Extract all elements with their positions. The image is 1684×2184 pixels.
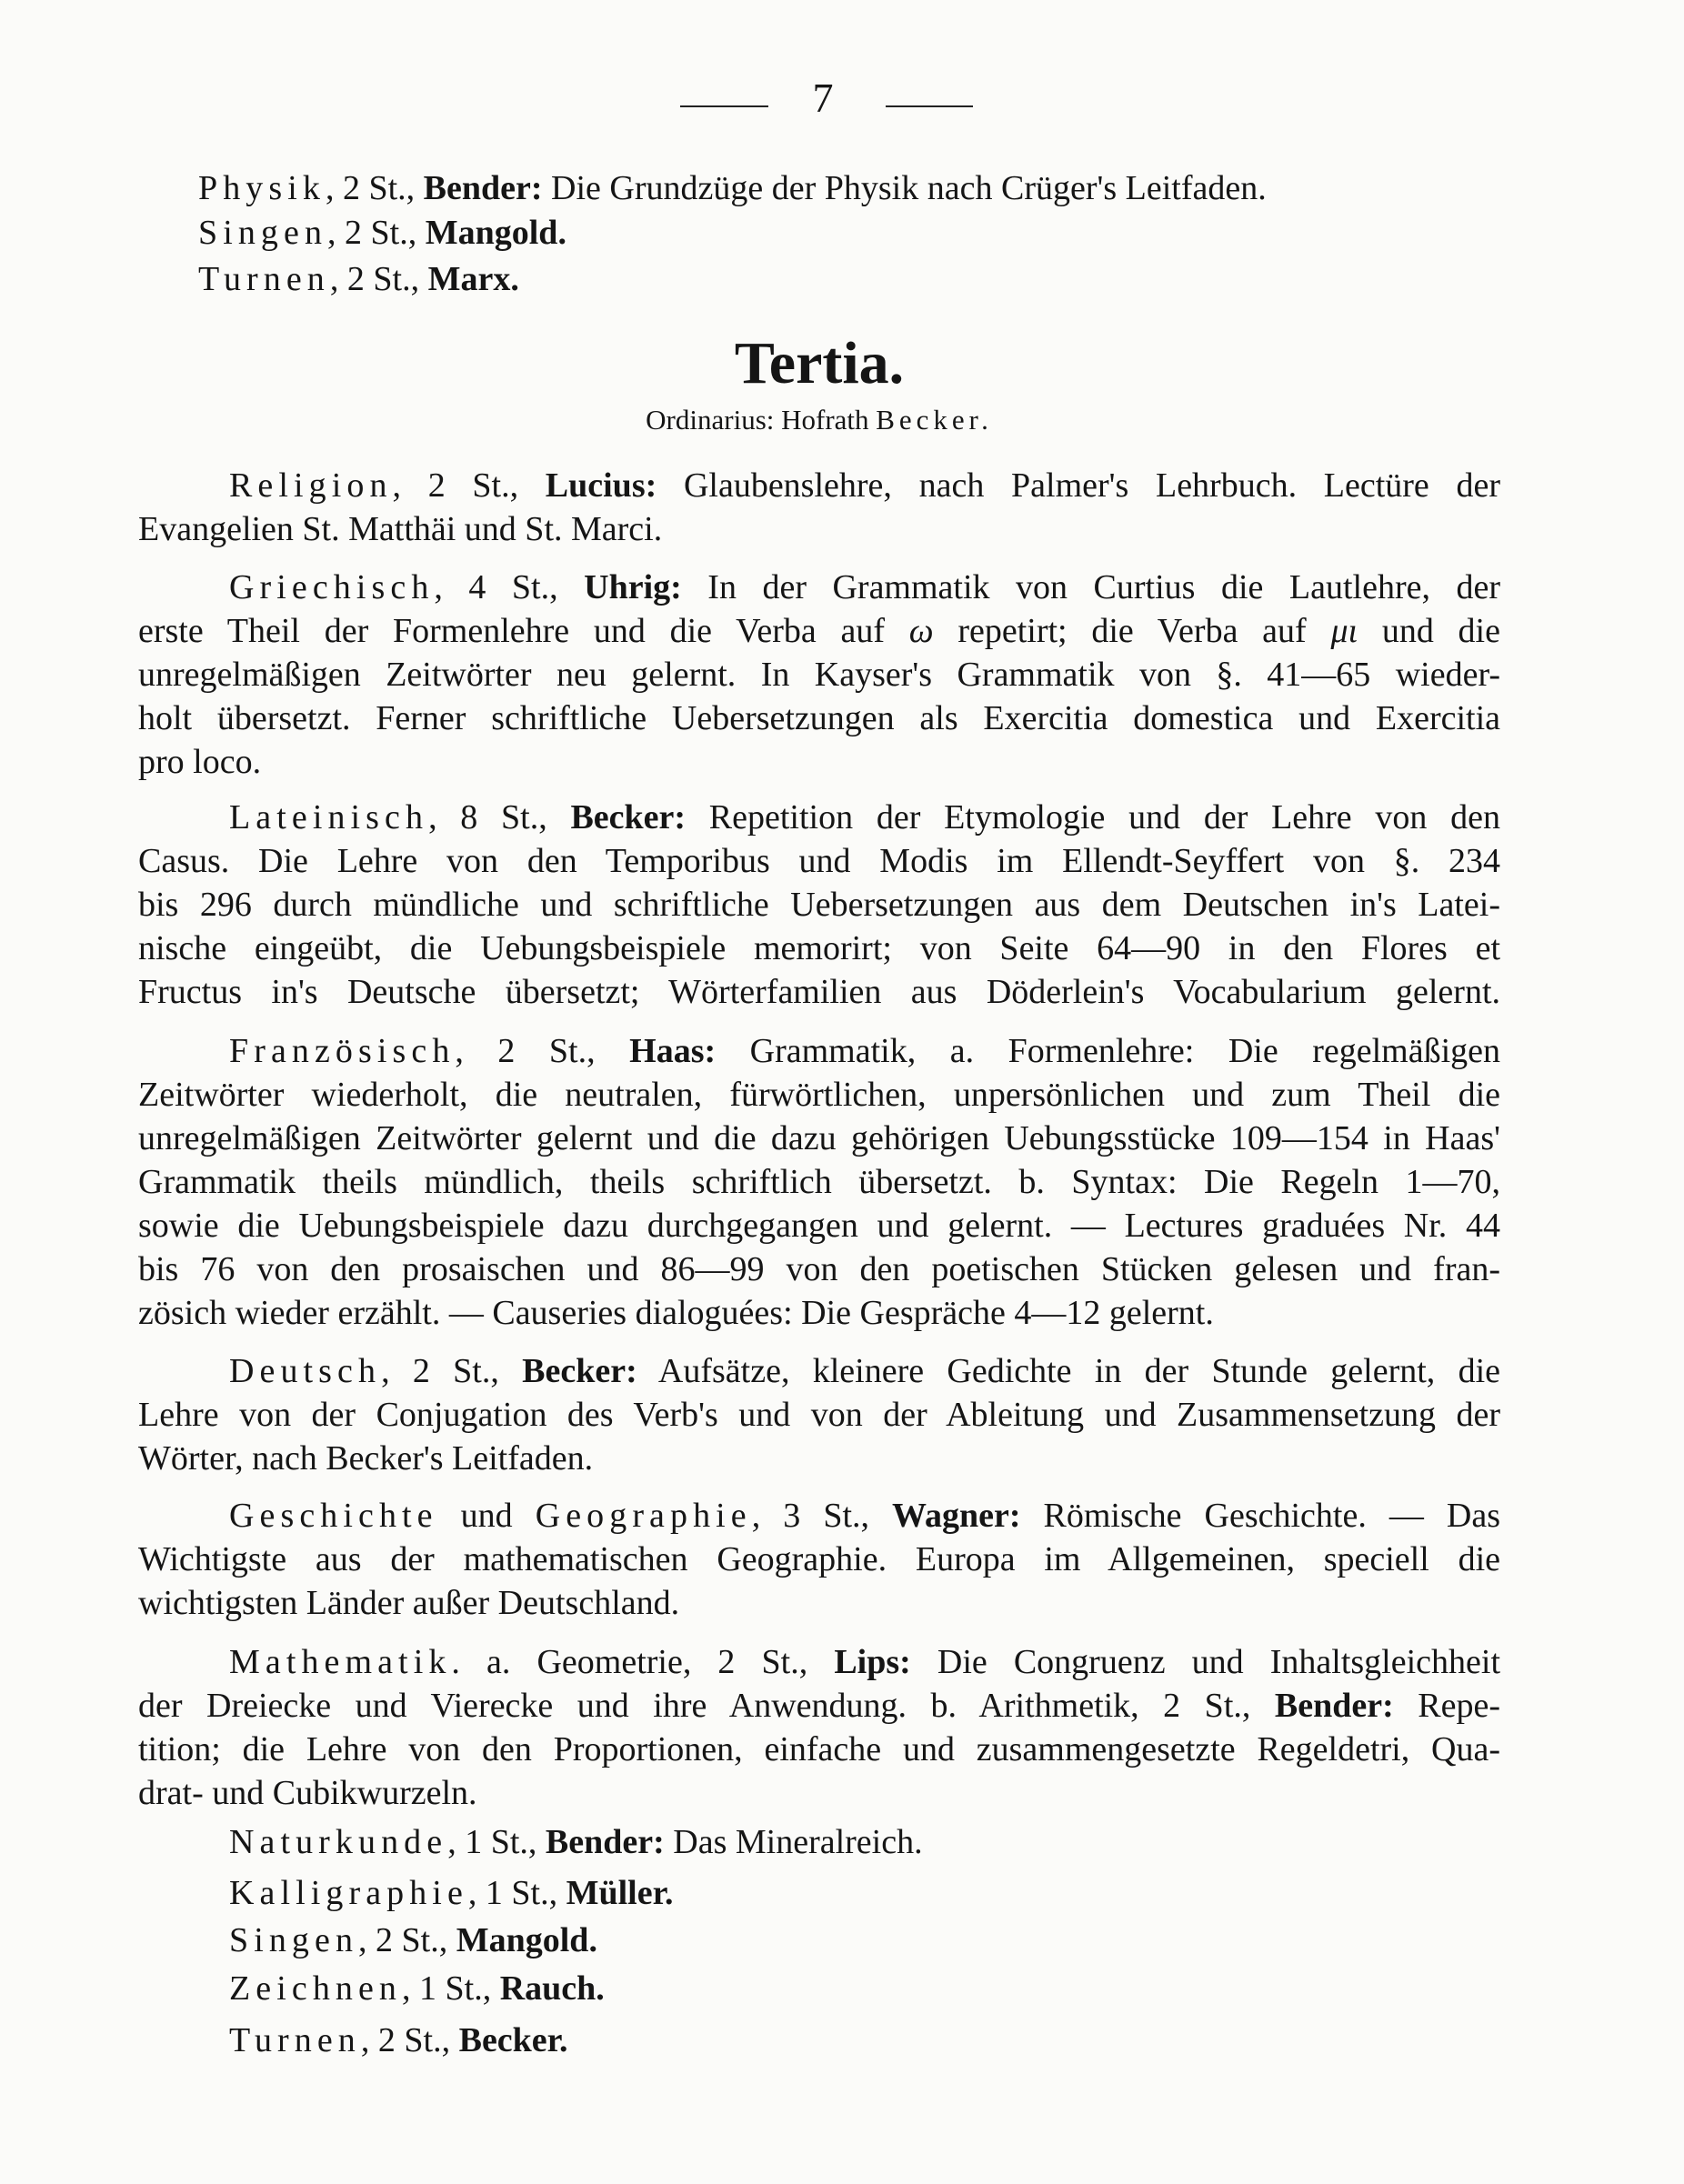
hours: , 2 St., xyxy=(325,169,424,207)
paragraph-franzoesisch xyxy=(138,1029,1500,1335)
text: repetirt; die Verba auf xyxy=(933,612,1331,650)
hours: , 1 St., xyxy=(402,1969,500,2008)
latin-text: a. xyxy=(486,1643,511,1681)
text: der Dreiecke und Vierecke und ihre Anwendung. xyxy=(138,1687,931,1725)
text: Das Mineralreich. xyxy=(664,1823,923,1861)
text: drat- und Cubikwurzeln. xyxy=(138,1774,477,1812)
paragraph-naturkunde xyxy=(138,1820,1500,1864)
paragraph-zeichnen xyxy=(138,1967,1500,2010)
entry-turnen xyxy=(138,257,1500,301)
text-line xyxy=(138,166,1500,210)
paragraph-griechisch xyxy=(138,566,1500,784)
hours: Geometrie, 2 St., xyxy=(510,1643,835,1681)
text-line xyxy=(138,927,1500,970)
text: unregelmäßigen Zeitwörter gelernt und die dazu gehörigen Uebungsstücke 109—154 in Haas' xyxy=(138,1119,1500,1157)
text-line xyxy=(138,1029,1500,1073)
text-line xyxy=(138,1393,1500,1437)
text: Lehre von der Conjugation des Verb's und von der Ableitung und Zusammensetzung der xyxy=(138,1396,1500,1434)
hours: , 2 St., xyxy=(381,1352,523,1390)
teacher-name: Becker. xyxy=(458,2021,568,2059)
subject-name: Geschichte xyxy=(229,1497,438,1535)
text-line xyxy=(138,1073,1500,1117)
text: In der Grammatik von Curtius die Lautlehre, der xyxy=(681,568,1500,606)
hours: , 4 St., xyxy=(434,568,585,606)
paragraph-mathematik xyxy=(138,1640,1500,1815)
latin-text: a. xyxy=(949,1032,975,1070)
text-line xyxy=(138,1581,1500,1625)
teacher-name: Lucius: xyxy=(545,466,657,505)
latin-text: Flores et xyxy=(1360,929,1500,967)
text-line xyxy=(138,2019,1500,2062)
subject-name: Geographie xyxy=(535,1497,752,1535)
text: Formenlehre: Die regelmäßigen xyxy=(974,1032,1501,1070)
text-line xyxy=(138,740,1500,784)
text: Glaubenslehre, nach Palmer's Lehrbuch. Lectüre der xyxy=(657,466,1500,505)
text: bis 296 durch mündliche und schriftliche Uebersetzungen aus dem Deutschen in's Latei- xyxy=(138,886,1500,924)
teacher-name: Rauch. xyxy=(499,1969,605,2008)
text: holt übersetzt. Ferner schriftliche Uebersetzungen als xyxy=(138,699,984,737)
text: wichtigsten Länder außer Deutschland. xyxy=(138,1584,680,1622)
subject-name: Griechisch xyxy=(229,568,435,606)
teacher-name: Wagner: xyxy=(892,1497,1021,1535)
teacher-name: Mangold. xyxy=(456,1921,597,1959)
text: Syntax: Die Regeln 1—70, xyxy=(1044,1163,1501,1201)
text: Die Grundzüge der Physik nach Crüger's Leitfaden. xyxy=(542,169,1267,207)
text-line xyxy=(138,1247,1500,1291)
text: Nr. 44 xyxy=(1385,1207,1500,1245)
text: unregelmäßigen Zeitwörter neu gelernt. In Kayser's Grammatik von §. 41—65 wieder- xyxy=(138,656,1500,694)
text: und die xyxy=(1358,612,1500,650)
teacher-name: Haas: xyxy=(629,1032,717,1070)
text: Die Congruenz und Inhaltsgleichheit xyxy=(910,1643,1501,1681)
ordinarius-name: Becker. xyxy=(876,404,993,436)
teacher-name: Becker: xyxy=(570,798,687,837)
text-line xyxy=(138,1117,1500,1160)
greek-text: ω xyxy=(908,612,934,650)
text-line xyxy=(138,1204,1500,1247)
text-line xyxy=(138,653,1500,696)
text: und xyxy=(437,1497,536,1535)
hours: , 1 St., xyxy=(467,1874,566,1912)
entry-physik xyxy=(138,166,1500,210)
subject-name: Religion xyxy=(229,466,393,505)
text-line xyxy=(138,1538,1500,1581)
latin-text: Exercitia xyxy=(1375,699,1500,737)
text: Zeitwörter wiederholt, die neutralen, fürwörtlichen, unpersönlichen und zum Theil die xyxy=(138,1076,1500,1114)
text: Evangelien St. Matthäi und St. Marci. xyxy=(138,510,663,548)
text-line xyxy=(138,566,1500,609)
text-line xyxy=(138,609,1500,653)
subject-name: Kalligraphie xyxy=(229,1874,468,1912)
hours: , 2 St., xyxy=(455,1032,630,1070)
teacher-name: Bender: xyxy=(1274,1687,1394,1725)
text-line xyxy=(138,1919,1500,1962)
text: Repe- xyxy=(1393,1687,1500,1725)
text-line xyxy=(138,1728,1500,1771)
subject-name: Deutsch xyxy=(229,1352,382,1390)
teacher-name: Becker: xyxy=(522,1352,637,1390)
subject-name: Französisch xyxy=(229,1032,456,1070)
latin-text: Causeries dialoguées: xyxy=(492,1294,793,1332)
text-line xyxy=(138,1771,1500,1815)
text: zösich wieder erzählt. — xyxy=(138,1294,493,1332)
latin-text: b. xyxy=(1018,1163,1045,1201)
text: erste Theil der Formenlehre und die Verba auf xyxy=(138,612,909,650)
subject-name: Singen xyxy=(198,214,328,252)
text: Grammatik, xyxy=(716,1032,950,1070)
teacher-name: Uhrig: xyxy=(584,568,682,606)
text-line xyxy=(138,257,1500,301)
subject-name: Turnen xyxy=(198,260,330,298)
hours: , 2 St., xyxy=(360,2021,459,2059)
teacher-name: Marx. xyxy=(427,260,519,298)
text-line xyxy=(138,796,1500,839)
text: Repetition der Etymologie und der Lehre von den xyxy=(686,798,1500,837)
text: Casus. Die Lehre von den Temporibus und Modis im Ellendt-Seyffert von §. 234 xyxy=(138,842,1500,880)
hours: , 2 St., xyxy=(358,1921,456,1959)
text: tition; die Lehre von den Proportionen, einfache und zusammengesetzte Regeldetri, Qua- xyxy=(138,1730,1500,1768)
text-line xyxy=(138,1684,1500,1728)
subject-name: Turnen xyxy=(229,2021,361,2059)
text-line xyxy=(138,1871,1500,1915)
ordinarius-label: Ordinarius: Hofrath xyxy=(646,404,877,436)
page-number: 7 xyxy=(812,75,834,121)
text-line xyxy=(138,464,1500,507)
text: bis 76 von den prosaischen und 86—99 von den poetischen Stücken gelesen und fran- xyxy=(138,1250,1500,1288)
subject-name: Physik xyxy=(198,169,326,207)
text-line xyxy=(138,507,1500,551)
paragraph-geschichte xyxy=(138,1494,1500,1625)
latin-text: Fructus xyxy=(138,973,242,1011)
hours: , 2 St., xyxy=(329,260,428,298)
section-heading: Tertia. xyxy=(734,330,905,396)
text: Aufsätze, kleinere Gedichte in der Stunde gelernt, die xyxy=(637,1352,1500,1390)
text: und xyxy=(1273,699,1376,737)
header-rule-left xyxy=(680,105,768,107)
latin-text: Exercitia domestica xyxy=(983,699,1274,737)
subject-name: Zeichnen xyxy=(229,1969,403,2008)
paragraph-deutsch xyxy=(138,1349,1500,1480)
hours: Arithmetik, 2 St., xyxy=(957,1687,1275,1725)
teacher-name: Bender: xyxy=(423,169,543,207)
text: . xyxy=(451,1643,487,1681)
text: Wörter, nach Becker's Leitfaden. xyxy=(138,1439,594,1478)
paragraph-religion xyxy=(138,464,1500,551)
hours: , 2 St., xyxy=(327,214,426,252)
hours: , 2 St., xyxy=(392,466,546,505)
text: in's Deutsche übersetzt; Wörterfamilien aus Döderlein's Vocabularium gelernt. xyxy=(242,973,1500,1011)
paragraph-singen xyxy=(138,1919,1500,1962)
header-rule-right xyxy=(886,105,973,107)
text-line xyxy=(138,883,1500,927)
hours: , 8 St., xyxy=(428,798,571,837)
subject-name: Lateinisch xyxy=(229,798,429,837)
text-line xyxy=(138,1349,1500,1393)
teacher-name: Müller. xyxy=(566,1874,674,1912)
greek-text: μι xyxy=(1330,612,1358,650)
subject-name: Naturkunde xyxy=(229,1823,448,1861)
entry-singen xyxy=(138,211,1500,255)
text: Wichtigste aus der mathematischen Geographie. Europa im Allgemeinen, speciell die xyxy=(138,1540,1500,1578)
text: sowie die Uebungsbeispiele dazu durchgegangen und gelernt. — xyxy=(138,1207,1125,1245)
teacher-name: Bender: xyxy=(545,1823,665,1861)
paragraph-lateinisch xyxy=(138,796,1500,1014)
text-line xyxy=(138,839,1500,883)
text-line xyxy=(138,211,1500,255)
ordinarius-line xyxy=(138,400,1500,440)
text-line xyxy=(138,970,1500,1014)
hours: , 1 St., xyxy=(447,1823,546,1861)
text-line xyxy=(138,1291,1500,1335)
latin-text: b. xyxy=(930,1687,957,1725)
text-line xyxy=(138,1967,1500,2010)
text: Die Gespräche 4—12 gelernt. xyxy=(792,1294,1214,1332)
text-line xyxy=(138,1820,1500,1864)
latin-text: Lectures graduées xyxy=(1124,1207,1386,1245)
text-line xyxy=(138,1160,1500,1204)
text-line xyxy=(138,696,1500,740)
subject-name: Singen xyxy=(229,1921,359,1959)
teacher-name: Mangold. xyxy=(425,214,566,252)
paragraph-kalligraphie xyxy=(138,1871,1500,1915)
text: Grammatik theils mündlich, theils schriftlich übersetzt. xyxy=(138,1163,1019,1201)
text-line xyxy=(138,1494,1500,1538)
text-line xyxy=(138,1437,1500,1480)
text: nische eingeübt, die Uebungsbeispiele memorirt; von Seite 64—90 in den xyxy=(138,929,1361,967)
paragraph-turnen xyxy=(138,2019,1500,2062)
hours: , 3 St., xyxy=(751,1497,893,1535)
text: Römische Geschichte. — Das xyxy=(1020,1497,1500,1535)
latin-text: pro loco. xyxy=(138,743,262,781)
teacher-name: Lips: xyxy=(834,1643,911,1681)
subject-name: Mathematik xyxy=(229,1643,452,1681)
text-line xyxy=(138,1640,1500,1684)
